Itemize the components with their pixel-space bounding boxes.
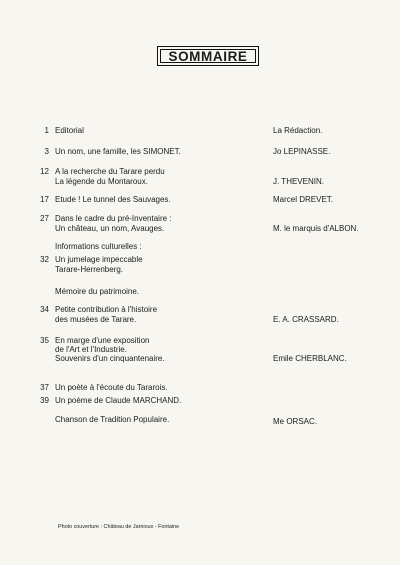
- entry-author: J. THEVENIN.: [273, 177, 324, 186]
- entry-title: Un jumelage impeccable: [55, 255, 143, 264]
- entry-title: A la recherche du Tarare perdu: [55, 167, 165, 176]
- page-number: 3: [44, 147, 49, 156]
- entry-author: Me ORSAC.: [273, 417, 318, 426]
- entry-title-line: Tarare-Herrenberg.: [55, 265, 124, 274]
- section-heading: Informations culturelles :: [55, 242, 142, 251]
- entry-title: Dans le cadre du pré-Inventaire :: [55, 214, 172, 223]
- entry-author: M. le marquis d'ALBON.: [273, 224, 359, 233]
- entry-author: Jo LEPINASSE.: [273, 147, 331, 156]
- entry-title-line: des musées de Tarare.: [55, 315, 137, 324]
- entry-title: Un poète à l'écoute du Tararois.: [55, 383, 168, 392]
- entry-title: Un poème de Claude MARCHAND.: [55, 396, 182, 405]
- entry-title: Editorial: [55, 126, 84, 135]
- section-heading: Mémoire du patrimoine.: [55, 287, 140, 296]
- page-number: 35: [40, 336, 49, 345]
- entry-author: Marcel DREVET.: [273, 195, 334, 204]
- page-number: 1: [44, 126, 49, 135]
- entry-title: Petite contribution à l'histoire: [55, 305, 158, 314]
- entry-author: Emile CHERBLANC.: [273, 354, 347, 363]
- entry-title-line: Un château, un nom, Avauges.: [55, 224, 165, 233]
- page-number: 37: [40, 383, 49, 392]
- entry-author: La Rédaction.: [273, 126, 323, 135]
- entry-title: Un nom, une famille, les SIMONET.: [55, 147, 181, 156]
- entry-title: Etude ! Le tunnel des Sauvages.: [55, 195, 171, 204]
- entry-title-line: La légende du Montaroux.: [55, 177, 148, 186]
- entry-title: En marge d'une exposition: [55, 336, 150, 345]
- page-number: 17: [40, 195, 49, 204]
- entry-title-line: de l'Art et l'Industrie.: [55, 345, 127, 354]
- cover-photo-caption: Photo couverture : Château de Jarnioux - Fontaine: [58, 524, 180, 530]
- page-number: 27: [40, 214, 49, 223]
- entry-author: E. A. CRASSARD.: [273, 315, 339, 324]
- page-number: 34: [40, 305, 49, 314]
- page-number: 39: [40, 396, 49, 405]
- page-number: 12: [40, 167, 49, 176]
- page-title: SOMMAIRE: [157, 46, 259, 66]
- page-number: 32: [40, 255, 49, 264]
- entry-title-line: Souvenirs d'un cinquantenaire.: [55, 354, 165, 363]
- entry-title: Chanson de Tradition Populaire.: [55, 415, 170, 424]
